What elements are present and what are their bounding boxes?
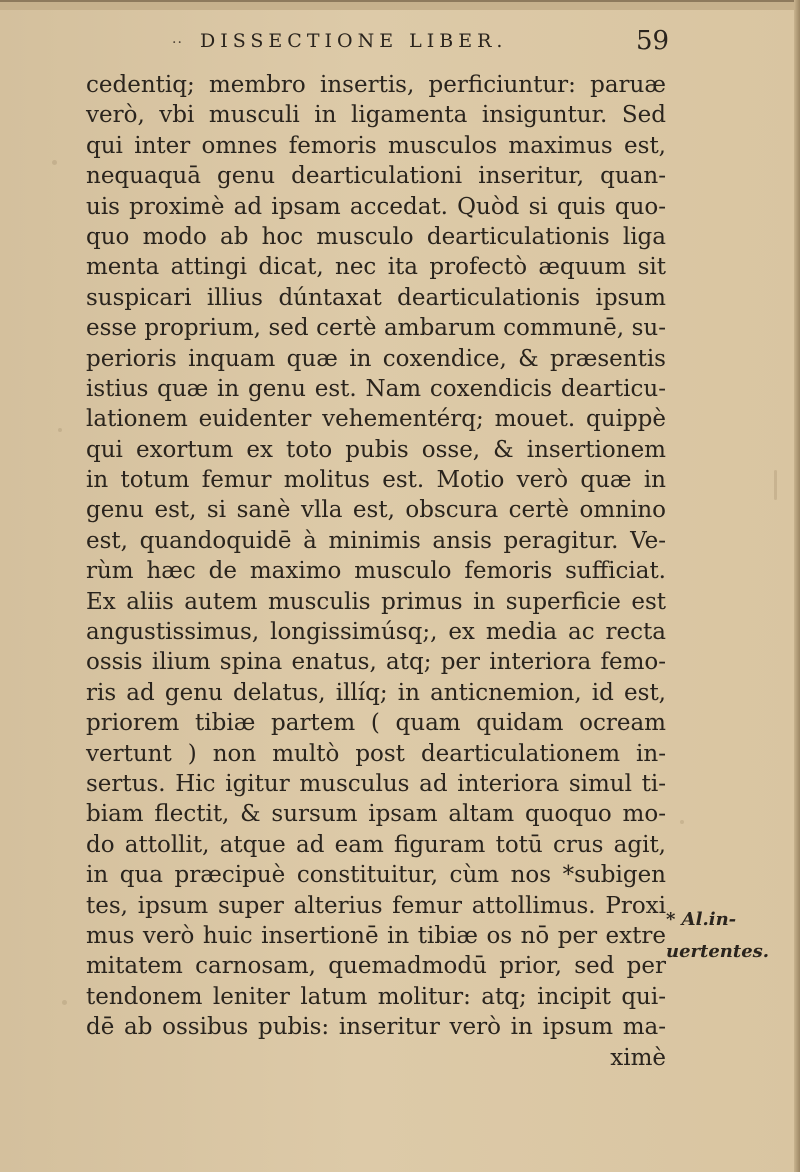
body-text <box>86 70 666 1073</box>
paper-spot <box>52 160 57 165</box>
text-line: esse proprium, sed certè ambarum communē, su- <box>86 315 666 342</box>
text-line: biam flectit, & sursum ipsam altam quoquo mo- <box>86 801 666 828</box>
marginal-note-line: * Al.in- <box>666 909 737 930</box>
text-line: uis proximè ad ipsam accedat. Quòd si quis quo- <box>86 193 666 220</box>
marginal-note-line: uertentes. <box>666 941 770 962</box>
text-line: suspicari illius dúntaxat dearticulationis ipsum <box>86 284 666 311</box>
text-line: ossis ilium spina enatus, atq; per interiora femo- <box>86 649 666 676</box>
marginal-note <box>666 904 796 968</box>
text-line: cedentiq; membro insertis, perficiuntur: paruæ <box>86 72 666 98</box>
paper-spot <box>62 1000 67 1005</box>
text-line: verò, vbi musculi in ligamenta insiguntur. Sed <box>86 102 666 129</box>
text-line: qui inter omnes femoris musculos maximus est, <box>86 132 666 159</box>
text-line: tes, ipsum super alterius femur attollimus. Proxi <box>86 892 666 919</box>
text-line: in totum femur molitus est. Motio verò quæ in <box>86 467 666 494</box>
text-line: rùm hæc de maximo musculo femoris sufficiat. <box>86 558 666 585</box>
text-line: mitatem carnosam, quemadmodū prior, sed per <box>86 953 666 980</box>
text-line: menta attingi dicat, nec ita profectò æquum sit <box>86 254 666 281</box>
page-top-edge <box>0 0 800 10</box>
text-line: qui exortum ex toto pubis osse, & insertionem <box>86 436 666 463</box>
page-number: 59 <box>636 26 670 56</box>
text-line: quo modo ab hoc musculo dearticulationis liga <box>86 223 666 250</box>
running-head-title: DISSECTIONE LIBER. <box>200 30 508 52</box>
text-line: est, quandoquidē à minimis ansis peragitur. Ve- <box>86 527 666 554</box>
text-line: sertus. Hic igitur musculus ad interiora simul ti- <box>86 770 666 797</box>
paper-spot <box>680 820 684 824</box>
text-line: priorem tibiæ partem ( quam quidam ocream <box>86 710 666 737</box>
text-line: ris ad genu delatus, illíq; in anticnemion, id est, <box>86 679 666 706</box>
text-line: istius quæ in genu est. Nam coxendicis dearticu- <box>86 375 666 402</box>
text-line: perioris inquam quæ in coxendice, & præsentis <box>86 345 666 372</box>
running-head-ornament: ·· <box>172 35 183 51</box>
paper-spot <box>58 428 62 432</box>
text-line: ximè <box>610 1044 666 1071</box>
text-line: angustissimus, longissimúsq;, ex media ac recta <box>86 619 666 646</box>
running-head <box>0 26 800 58</box>
text-line: vertunt ) non multò post dearticulationem in- <box>86 740 666 767</box>
text-line: mus verò huic insertionē in tibiæ os nō per extre <box>86 922 666 949</box>
text-line: lationem euidenter vehementérq; mouet. quippè <box>86 406 666 433</box>
text-line: Ex aliis autem musculis primus in superficie est <box>86 588 666 615</box>
text-line: dē ab ossibus pubis: inseritur verò in ipsum ma- <box>86 1014 666 1041</box>
paper-spot <box>774 470 777 500</box>
text-line: do attollit, atque ad eam figuram totū crus agit, <box>86 831 666 858</box>
text-line: tendonem leniter latum molitur: atq; incipit qui- <box>86 983 666 1010</box>
page-fore-edge <box>794 0 800 1172</box>
text-line: nequaquā genu dearticulationi inseritur, quan- <box>86 163 666 190</box>
text-line: genu est, si sanè vlla est, obscura certè omnino <box>86 497 666 524</box>
text-line: in qua præcipuè constituitur, cùm nos *subigen <box>86 862 666 889</box>
